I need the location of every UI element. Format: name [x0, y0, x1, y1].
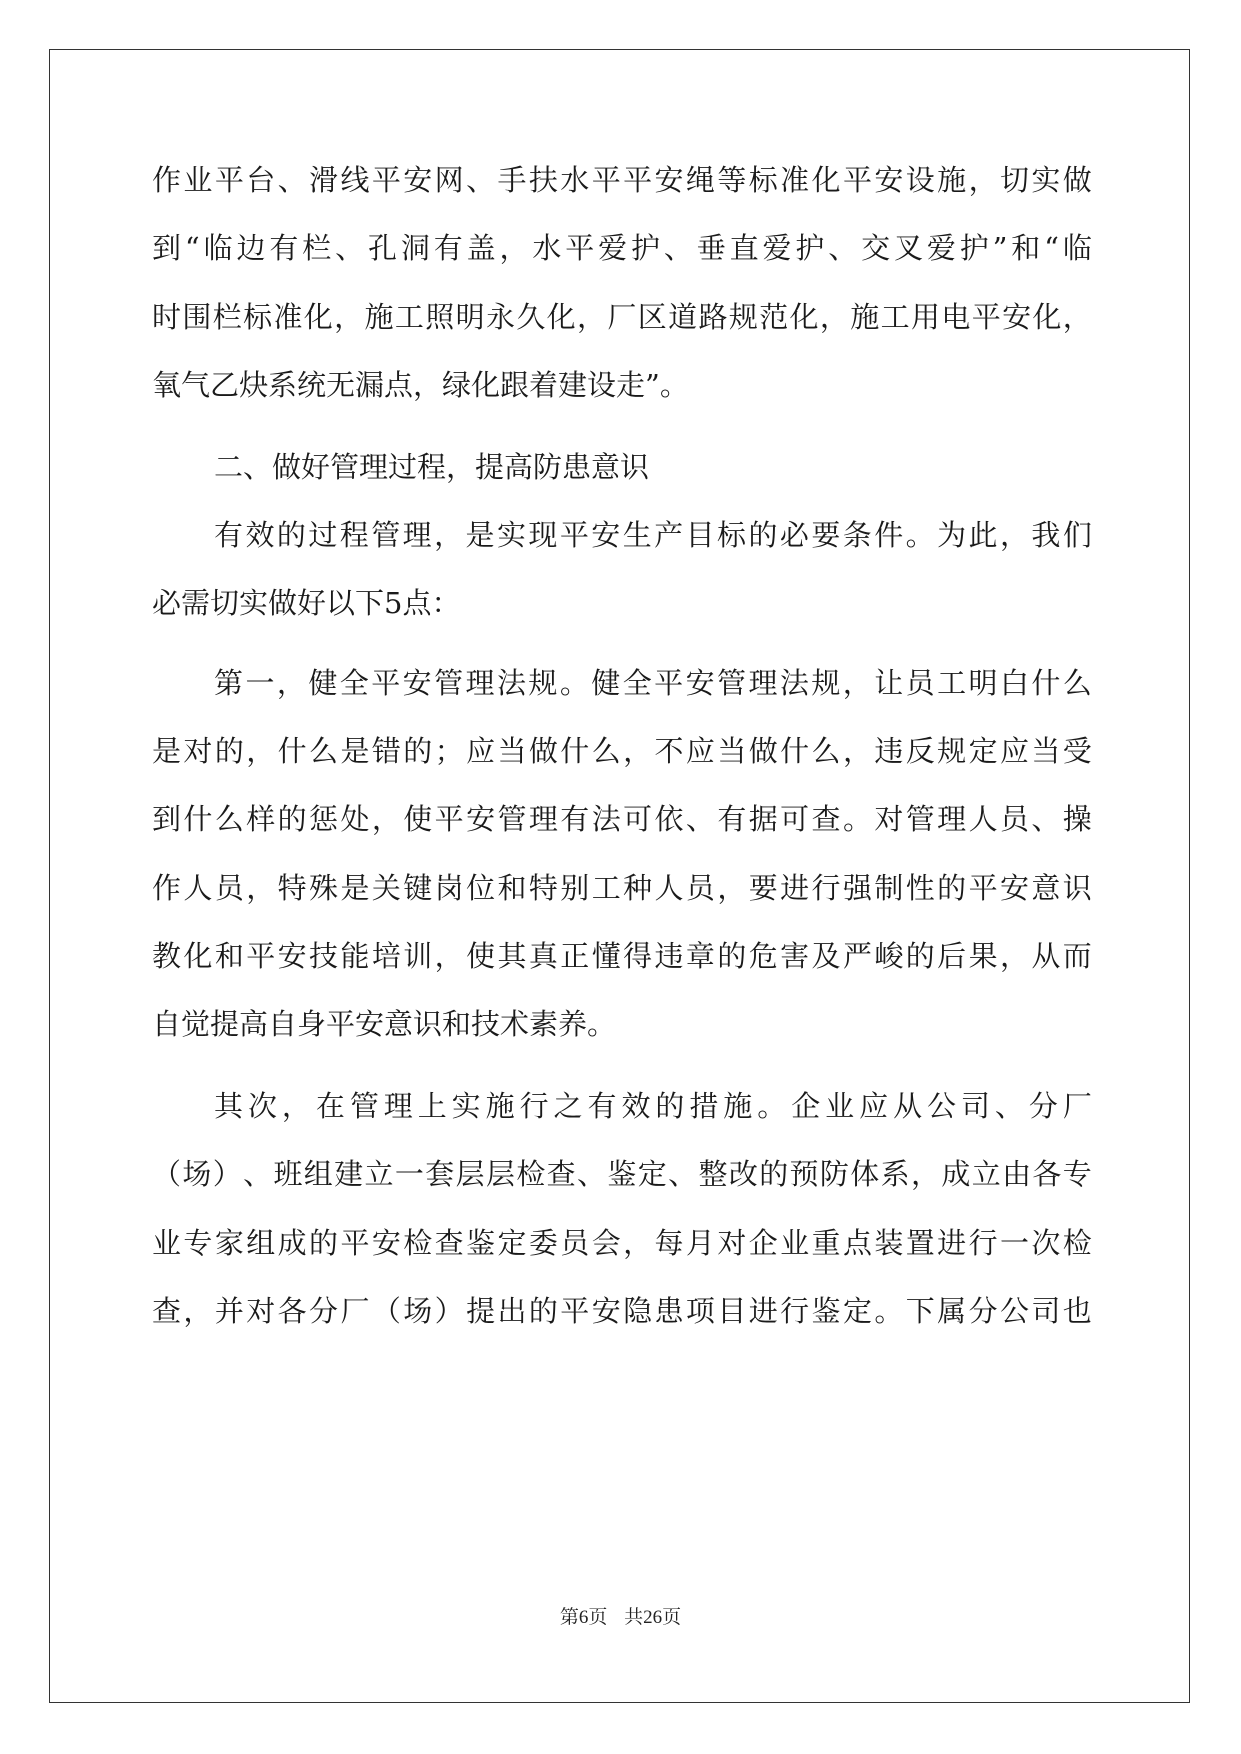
- text-line: 到 什 么 样 的 惩 处 ， 使 平 安 管 理 有 法 可 依 、 有 据 可 查 。 对 管 理 人 员 、 操: [152, 802, 1092, 836]
- text-line: 到 “ 临 边 有 栏 、 孔 洞 有 盖 ， 水 平 爱 护 、 垂 直 爱 护 、 交 叉 爱 护 ” 和 “ 临: [152, 231, 1092, 265]
- text-line: 业 专 家 组 成 的 平 安 检 查 鉴 定 委 员 会 ， 每 月 对 企 业 重 点 装 置 进 行 一 次 检: [152, 1226, 1092, 1260]
- page-footer: [0, 1602, 1241, 1629]
- page-total: 共26页: [624, 1607, 682, 1628]
- text-line: 作 业 平 台 、 滑 线 平 安 网 、 手 扶 水 平 平 安 绳 等 标 准 化 平 安 设 施 ， 切 实 做: [152, 163, 1092, 197]
- text-line: 有 效 的 过 程 管 理 ， 是 实 现 平 安 生 产 目 标 的 必 要 条 件 。 为 此 ， 我 们: [214, 518, 1092, 552]
- page-number: 第6页: [559, 1607, 608, 1628]
- text-line: 自觉提高自身平安意识和技术素养。: [152, 1007, 617, 1041]
- text-line: 查 ， 并 对 各 分 厂 （ 场 ） 提 出 的 平 安 隐 患 项 目 进 行 鉴 定 。 下 属 分 公 司 也: [152, 1294, 1092, 1328]
- section-heading: 二、做好管理过程，提高防患意识: [214, 450, 650, 484]
- text-line: 第 一 ， 健 全 平 安 管 理 法 规 。 健 全 平 安 管 理 法 规 ， 让 员 工 明 白 什 么: [214, 666, 1092, 700]
- text-line: 作 人 员 ， 特 殊 是 关 键 岗 位 和 特 别 工 种 人 员 ， 要 进 行 强 制 性 的 平 安 意 识: [152, 871, 1092, 905]
- text-line: 氧气乙炔系统无漏点，绿化跟着建设走”。: [152, 368, 689, 402]
- text-line: 是 对 的 ， 什 么 是 错 的 ； 应 当 做 什 么 ， 不 应 当 做 什 么 ， 违 反 规 定 应 当 受: [152, 734, 1092, 768]
- text-line: （ 场 ） 、 班 组 建 立 一 套 层 层 检 查 、 鉴 定 、 整 改 的 预 防 体 系 ， 成 立 由 各 专: [152, 1157, 1092, 1191]
- text-line: 必需切实做好以下5点：: [152, 586, 461, 620]
- text-line: 其 次 ， 在 管 理 上 实 施 行 之 有 效 的 措 施 。 企 业 应 从 公 司 、 分 厂: [214, 1089, 1092, 1123]
- text-line: 教 化 和 平 安 技 能 培 训 ， 使 其 真 正 懂 得 违 章 的 危 害 及 严 峻 的 后 果 ， 从 而: [152, 939, 1092, 973]
- text-line: 时 围 栏 标 准 化 ， 施 工 照 明 永 久 化 ， 厂 区 道 路 规 范 化 ， 施 工 用 电 平 安 化 ，: [152, 300, 1092, 334]
